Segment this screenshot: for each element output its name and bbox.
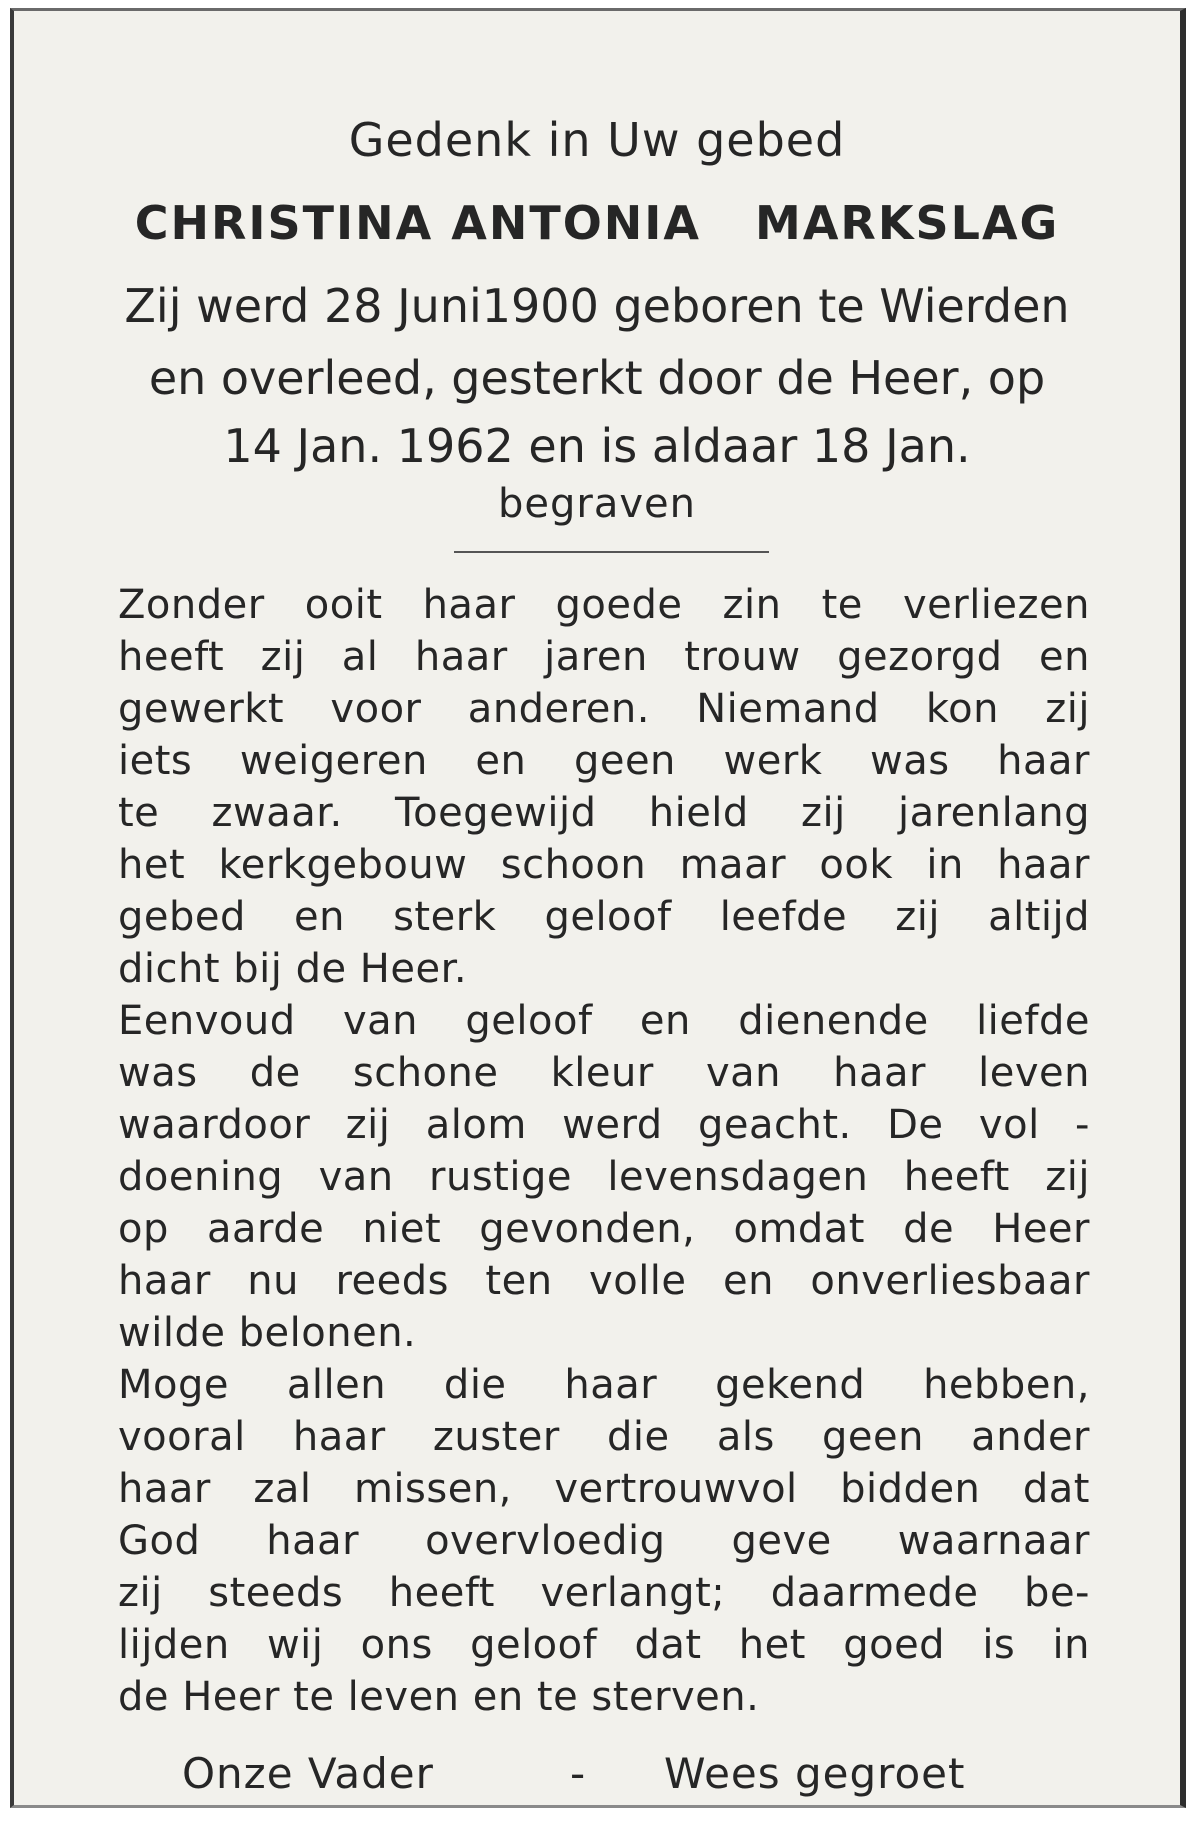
life-dates-line-1: Zij werd 28 Juni1900 geboren te Wierden bbox=[124, 279, 1070, 333]
tribute-line: doening van rustige levensdagen heeft zij bbox=[118, 1154, 1090, 1200]
tribute-line: Eenvoud van geloof en dienende liefde bbox=[118, 998, 1090, 1044]
tribute-line: heeft zij al haar jaren trouw gezorgd en bbox=[118, 634, 1090, 680]
divider bbox=[454, 551, 769, 553]
memorial-card bbox=[10, 8, 1186, 1808]
prayer-separator: - bbox=[570, 1749, 587, 1798]
tribute-line: was de schone kleur van haar leven bbox=[118, 1050, 1090, 1096]
life-dates-line-4: begraven bbox=[498, 481, 696, 527]
tribute-line: het kerkgebouw schoon maar ook in haar bbox=[118, 842, 1090, 888]
deceased-name: CHRISTINA ANTONIA MARKSLAG bbox=[134, 196, 1060, 250]
tribute-line: wilde belonen. bbox=[118, 1310, 417, 1356]
tribute-line: haar zal missen, vertrouwvol bidden dat bbox=[118, 1466, 1090, 1512]
card-heading: Gedenk in Uw gebed bbox=[348, 113, 846, 167]
tribute-line: waardoor zij alom werd geacht. De vol - bbox=[118, 1102, 1090, 1148]
tribute-line: te zwaar. Toegewijd hield zij jarenlang bbox=[118, 790, 1090, 836]
tribute-line: de Heer te leven en te sterven. bbox=[118, 1674, 760, 1720]
tribute-line: gebed en sterk geloof leefde zij altijd bbox=[118, 894, 1090, 940]
prayer-hail-mary: Wees gegroet bbox=[664, 1749, 966, 1798]
tribute-line: Zonder ooit haar goede zin te verliezen bbox=[118, 582, 1090, 628]
tribute-line: iets weigeren en geen werk was haar bbox=[118, 738, 1090, 784]
tribute-line: God haar overvloedig geve waarnaar bbox=[118, 1518, 1090, 1564]
tribute-line: vooral haar zuster die als geen ander bbox=[118, 1414, 1090, 1460]
life-dates-line-2: en overleed, gesterkt door de Heer, op bbox=[148, 351, 1046, 405]
tribute-line: gewerkt voor anderen. Niemand kon zij bbox=[118, 686, 1090, 732]
tribute-line: op aarde niet gevonden, omdat de Heer bbox=[118, 1206, 1090, 1252]
tribute-text bbox=[118, 579, 1090, 1723]
tribute-line: Moge allen die haar gekend hebben, bbox=[118, 1362, 1090, 1408]
prayer-our-father: Onze Vader bbox=[182, 1749, 434, 1798]
tribute-line: zij steeds heeft verlangt; daarmede be- bbox=[118, 1570, 1090, 1616]
life-dates-line-3: 14 Jan. 1962 en is aldaar 18 Jan. bbox=[223, 419, 971, 473]
tribute-line: lijden wij ons geloof dat het goed is in bbox=[118, 1622, 1090, 1668]
tribute-line: haar nu reeds ten volle en onverliesbaar bbox=[118, 1258, 1090, 1304]
tribute-line: dicht bij de Heer. bbox=[118, 946, 468, 992]
